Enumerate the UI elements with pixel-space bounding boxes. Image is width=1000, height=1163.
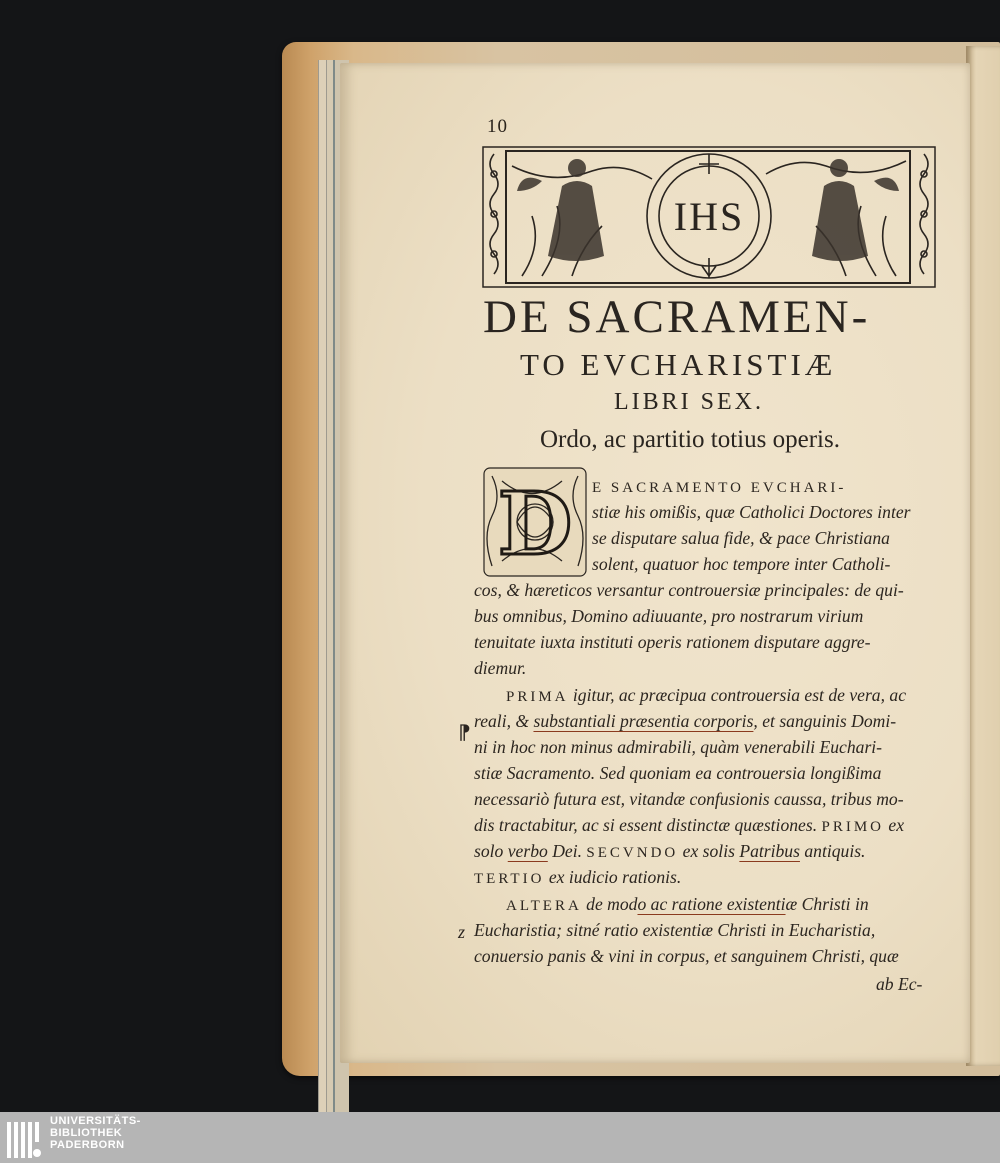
catchword: ab Ec- [876, 974, 923, 994]
p2-line-5: necessariò futura est, vitandæ confusionis caussa, tribus mo- [474, 789, 904, 809]
title-line-1: DE SACRAMEN- [483, 291, 871, 343]
title-line-3: LIBRI SEX. [614, 389, 764, 415]
library-logo-icon [5, 1116, 45, 1160]
p2-line-2: reali, & substantiali præsentia corporis, et sanguinis Domi- [474, 711, 897, 731]
annotated-underline: substantiali præsentia corporis [533, 711, 754, 731]
p2-line-4: stiæ Sacramento. Sed quoniam ea controuersia longißima [474, 763, 882, 783]
p3-line-2: Eucharistia; sitné ratio existentiæ Christi in Eucharistia, [474, 920, 876, 940]
p2-line-6: dis tractabitur, ac si essent distinctæ quæstiones. PRIMO ex [474, 815, 905, 835]
footer-bar [0, 1112, 1000, 1163]
p1-line-8: diemur. [474, 658, 527, 678]
p1-line-7: tenuitate iuxta instituti operis rationem disputare aggre- [474, 632, 871, 652]
margin-mark-2: z [458, 922, 466, 942]
ornamental-headpiece [482, 146, 936, 288]
p1-line-6: bus omnibus, Domino adiuuante, pro nostrarum virium [474, 606, 864, 626]
section-subtitle: Ordo, ac partitio totius operis. [540, 426, 840, 453]
p2-line-3: ni in hoc non minus admirabili, quàm venerabili Euchari- [474, 737, 883, 757]
p2-line-7: solo verbo Dei. SECVNDO ex solis Patribus antiquis. [474, 841, 866, 861]
margin-mark-1: ⁋ [458, 722, 471, 744]
title-line-2: TO EVCHARISTIÆ [520, 347, 837, 382]
ihs-monogram: IHS [673, 194, 745, 239]
p1-line-1: E SACRAMENTO EVCHARI- [592, 480, 847, 496]
dropcap-letter: D [497, 474, 573, 575]
footer-line-1: UNIVERSITÄTS- [50, 1115, 141, 1127]
p1-line-3: se disputare salua fide, & pace Christiana [592, 528, 890, 548]
footer-line-2: BIBLIOTHEK [50, 1127, 123, 1139]
p2-line-8: TERTIO ex iudicio rationis. [474, 867, 682, 887]
p1-line-2: stiæ his omißis, quæ Catholici Doctores inter [592, 502, 911, 522]
p1-line-5: cos, & hæreticos versantur controuersiæ principales: de qui- [474, 580, 904, 600]
facing-page-edge [966, 46, 1000, 1066]
p2-line-1: PRIMA igitur, ac præcipua controuersia est de vera, ac [506, 685, 907, 705]
page-number: 10 [487, 116, 508, 137]
decorated-initial [482, 466, 588, 578]
p1-line-4: solent, quatuor hoc tempore inter Catholi- [592, 554, 891, 574]
p3-line-1: ALTERA de modo ac ratione existentiæ Christi in [506, 894, 869, 914]
p3-line-3: conuersio panis & vini in corpus, et sanguinem Christi, quæ [474, 946, 899, 966]
footer-line-3: PADERBORN [50, 1139, 125, 1151]
